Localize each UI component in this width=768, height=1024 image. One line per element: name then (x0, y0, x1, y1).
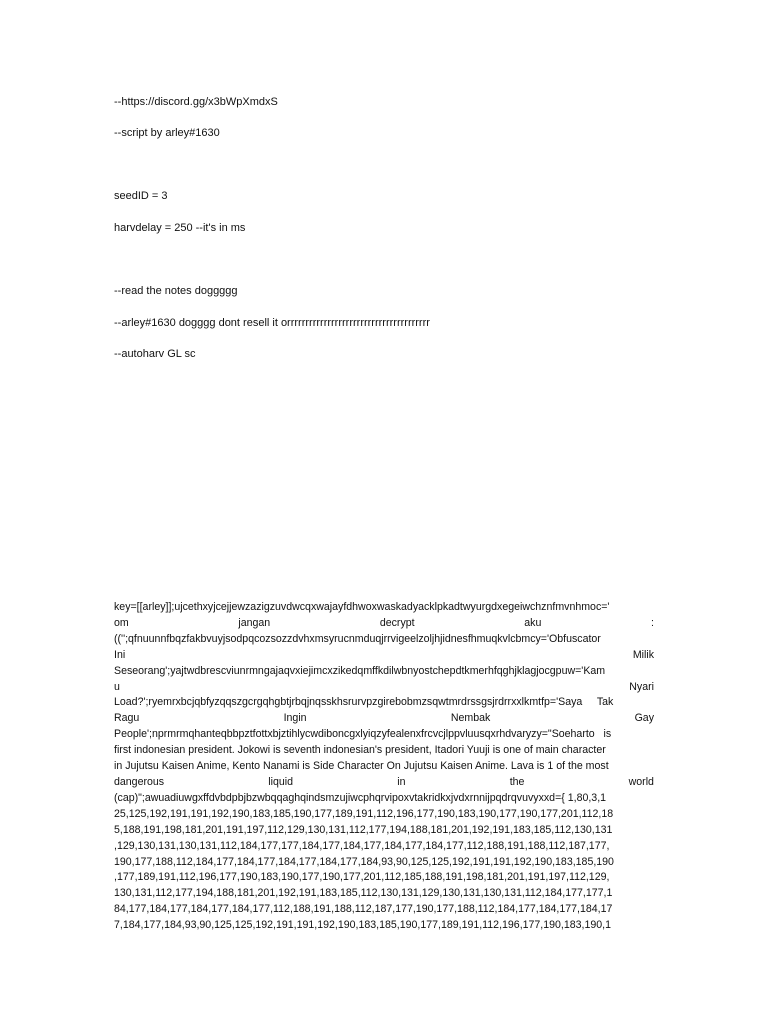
discord-link-comment: --https://discord.gg/x3bWpXmdxS (114, 96, 278, 108)
code-line: in Jujutsu Kaisen Anime, Kento Nanami is Side Character On Jujutsu Kaisen Anime. Lava is 1 of the most (114, 760, 609, 773)
code-word: Nembak (450, 712, 491, 725)
code-word: Milik (632, 648, 654, 661)
code-word: Ini (114, 648, 126, 661)
code-word: the (509, 775, 525, 788)
code-line: (('';qfnuunnfbqzfakbvuyjsodpqcozsozzdvhxmsyrucnmduqjrrvigeelzoljhjidnesfhmuqkvlcbmcy='Obfuscator (114, 632, 601, 645)
code-word: world (628, 775, 654, 788)
code-line: 130,131,112,177,194,188,181,201,192,191,183,185,112,130,131,129,130,131,130,131,112,184,177,177,1 (114, 887, 613, 900)
notes-comment: --read the notes doggggg (114, 285, 238, 297)
autoharv-comment: --autoharv GL sc (114, 348, 196, 360)
code-line (114, 711, 654, 727)
code-line: 5,188,191,198,181,201,191,197,112,129,130,131,112,177,194,188,181,201,192,191,183,185,112,130,131 (114, 823, 613, 836)
code-line: 25,125,192,191,191,192,190,183,185,190,177,189,191,112,196,177,190,183,190,177,190,177,201,112,18 (114, 807, 614, 820)
code-line: first indonesian president. Jokowi is seventh indonesian's president, Itadori Yuuji is one of main character (114, 744, 606, 757)
code-line: ,129,130,131,130,131,112,184,177,177,184,177,184,177,184,177,184,177,112,188,191,188,112,187,177, (114, 839, 610, 852)
code-word: : (651, 616, 654, 629)
code-word: in (397, 775, 406, 788)
code-line: key=[[arley]];ujcethxyjcejjewzazigzuvdwcqxwajayfdhwoxwaskadyacklpkadtwyurgdxegeiwchznfmvnhmoc=' (114, 601, 610, 613)
code-word: Gay (634, 712, 654, 725)
code-line: People';nprmrmqhanteqbbpztfottxbjztihlycwdiboncgxlyiqzyfealenxfrcvcjlppvluusqxrhdvaryzy="Soeharto is (114, 728, 612, 741)
code-line: Load?';ryemrxbcjqbfyzqqszgcrgqhgbtjrbqjnqsskhsrurvpzgirebobmzsqwtmrdrssgsjrdrrxxlkmtfp='Saya Tak (114, 696, 614, 709)
code-line: Seseorang';yajtwdbrescviunrmngajaqvxiejimcxzikedqmffkdilwbnyostchepdtkmerhfqghjklagjocgpuw='Kam (114, 664, 606, 677)
obfuscated-code-block (114, 600, 654, 934)
code-word: om (114, 616, 129, 629)
harv-delay-line: harvdelay = 250 --it's in ms (114, 222, 246, 234)
author-comment: --script by arley#1630 (114, 127, 220, 139)
code-line: (cap)";awuadiuwgxffdvbdpbjbzwbqqaghqindsmzujiwcphqrvipoxvtakridkxjvdxrnnijpqdrqvuvyxxd={ 1,80,3,1 (114, 791, 607, 804)
code-line: ,177,189,191,112,196,177,190,183,190,177,190,177,201,112,185,188,191,198,181,201,191,197,112,129, (114, 871, 610, 884)
code-word: decrypt (379, 616, 415, 629)
code-word: Nyari (629, 680, 654, 693)
code-line: 84,177,184,177,184,177,184,177,112,188,191,188,112,187,177,190,177,188,112,184,177,184,177,184,17 (114, 903, 613, 916)
code-line: 190,177,188,112,184,177,184,177,184,177,184,177,184,93,90,125,125,192,191,191,192,190,183,185,190 (114, 855, 614, 868)
code-word: liquid (268, 775, 294, 788)
code-word: u (114, 680, 120, 693)
code-line (114, 775, 654, 791)
code-word: aku (524, 616, 542, 629)
code-word: Ingin (283, 712, 307, 725)
code-word: jangan (238, 616, 271, 629)
code-line: 7,184,177,184,93,90,125,125,192,191,191,192,190,183,185,190,177,189,191,112,196,177,190,183,190,1 (114, 919, 612, 932)
code-word: Ragu (114, 712, 140, 725)
code-line (114, 648, 654, 664)
resell-comment: --arley#1630 dogggg dont resell it orrrrrrrrrrrrrrrrrrrrrrrrrrrrrrrrrrrrrrr (114, 317, 430, 329)
code-line (114, 616, 654, 632)
code-line (114, 680, 654, 696)
seed-id-line: seedID = 3 (114, 190, 168, 202)
code-word: dangerous (114, 775, 165, 788)
